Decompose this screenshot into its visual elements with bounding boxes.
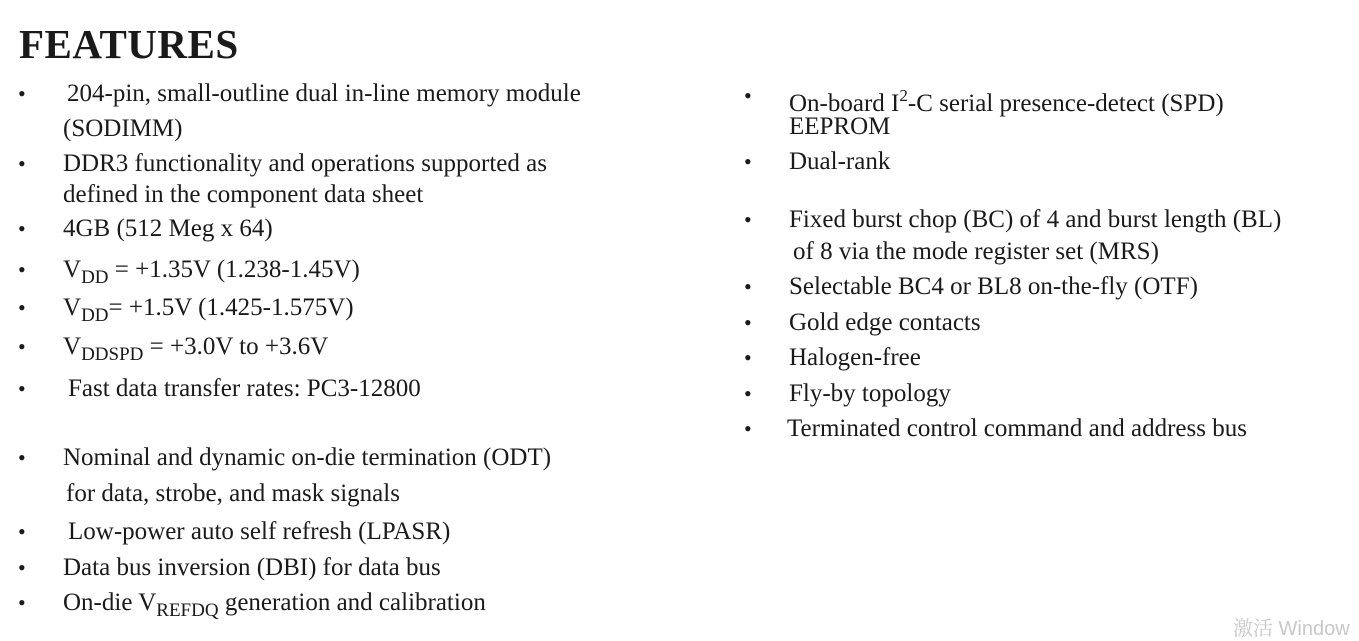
activation-watermark: 激活 Window (1233, 618, 1350, 640)
bullet-icon: • (18, 555, 26, 580)
bullet-icon: • (18, 334, 26, 359)
bullet-icon: • (18, 151, 26, 176)
bullet-icon: • (18, 295, 26, 320)
bullet-icon: • (18, 376, 26, 401)
bullet-icon: • (744, 207, 752, 232)
bullet-icon: • (18, 519, 26, 544)
page-title: FEATURES (19, 21, 239, 67)
bullet-icon: • (18, 590, 26, 615)
bullet-icon: • (744, 310, 752, 335)
bullet-icon: • (744, 149, 752, 174)
bullet-icon: • (18, 257, 26, 282)
bullet-icon: • (744, 274, 752, 299)
bullet-icon: • (744, 83, 752, 108)
bullet-icon: • (744, 345, 752, 370)
bullet-icon: • (18, 216, 26, 241)
bullet-icon: • (744, 416, 752, 441)
bullet-icon: • (18, 81, 26, 106)
bullet-icon: • (18, 445, 26, 470)
bullet-icon: • (744, 381, 752, 406)
